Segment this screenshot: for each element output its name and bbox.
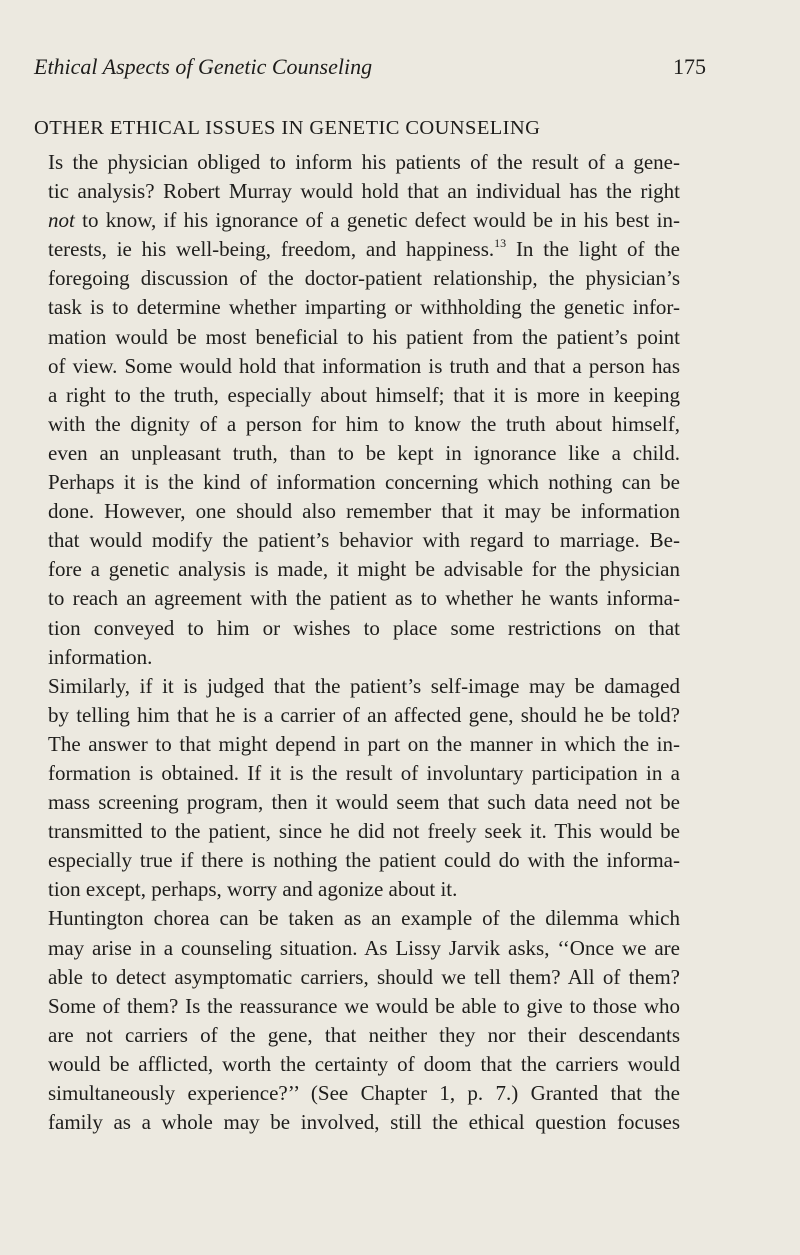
text-line: Is the physician obliged to inform his patients of the result of a gene- [48,150,680,174]
text-line: formation is obtained. If it is the result of involuntary participation in a [48,760,680,785]
text-line: Similarly, if it is judged that the patient’s self-image may be damaged [48,673,680,698]
text-line: transmitted to the patient, since he did not freely seek it. This would be [48,819,680,844]
text-line: done. However, one should also remember that it may be information [48,499,680,524]
page-number: 175 [673,54,706,79]
text-line: by telling him that he is a carrier of an affected gene, should he be told? [48,702,680,727]
section-heading: OTHER ETHICAL ISSUES IN GENETIC COUNSELING [34,117,541,139]
text-line: The answer to that might depend in part on the manner in which the in- [48,731,680,756]
text-line: simultaneously experience?’’ (See Chapter 1, p. 7.) Granted that the [48,1081,680,1105]
text-line: tion conveyed to him or wishes to place some restrictions on that [48,615,680,640]
text-line: would be afflicted, worth the certainty of doom that the carriers would [48,1051,680,1076]
running-header [34,54,706,80]
body-text [48,148,680,1137]
text-line: with the dignity of a person for him to know the truth about himself, [48,411,680,436]
text-line: that would modify the patient’s behavior with regard to marriage. Be- [48,528,680,553]
text-line: of view. Some would hold that information is truth and that a person has [48,353,680,378]
text-line: are not carriers of the gene, that neither they nor their descendants [48,1022,680,1047]
text-line: Perhaps it is the kind of information concerning which nothing can be [48,470,680,495]
text-line: family as a whole may be involved, still the ethical question focuses [48,1110,680,1135]
text-line: information. [48,644,153,669]
text-line: able to detect asymptomatic carriers, should we tell them? All of them? [48,964,680,989]
running-title: Ethical Aspects of Genetic Counseling [34,54,373,79]
text-line: task is to determine whether imparting or withholding the genetic infor- [48,295,680,320]
text-line: mass screening program, then it would seem that such data need not be [48,790,680,815]
text-line: tion except, perhaps, worry and agonize about it. [48,877,458,902]
text-line-rest: to know, if his ignorance of a genetic defect would be in his best in- [74,208,680,233]
text-line: tic analysis? Robert Murray would hold that an individual has the right [48,179,680,204]
text-line: mation would be most beneficial to his patient from the patient’s point [48,324,680,349]
text-line: to reach an agreement with the patient as to whether he wants informa- [48,586,680,611]
text-line: fore a genetic analysis is made, it might be advisable for the physician [48,557,680,582]
text-line: a right to the truth, especially about himself; that it is more in keeping [48,382,680,407]
text-line: may arise in a counseling situation. As Lissy Jarvik asks, ‘‘Once we are [48,935,680,960]
footnote-ref-13: 13 [494,236,507,251]
text-line [48,206,680,235]
emphasis-not: not [48,208,75,233]
text-line: even an unpleasant truth, than to be kept in ignorance like a child. [48,440,680,465]
text-line: Huntington chorea can be taken as an example of the dilemma which [48,906,680,931]
text-line-part: terests, ie his well-being, freedom, and happiness. [48,237,495,262]
text-line: foregoing discussion of the doctor-patient relationship, the physician’s [48,266,680,291]
text-line [48,235,680,264]
text-line: especially true if there is nothing the patient could do with the informa- [48,848,680,873]
text-line: Some of them? Is the reassurance we would be able to give to those who [48,993,680,1018]
text-line-part: In the light of the [506,237,681,262]
